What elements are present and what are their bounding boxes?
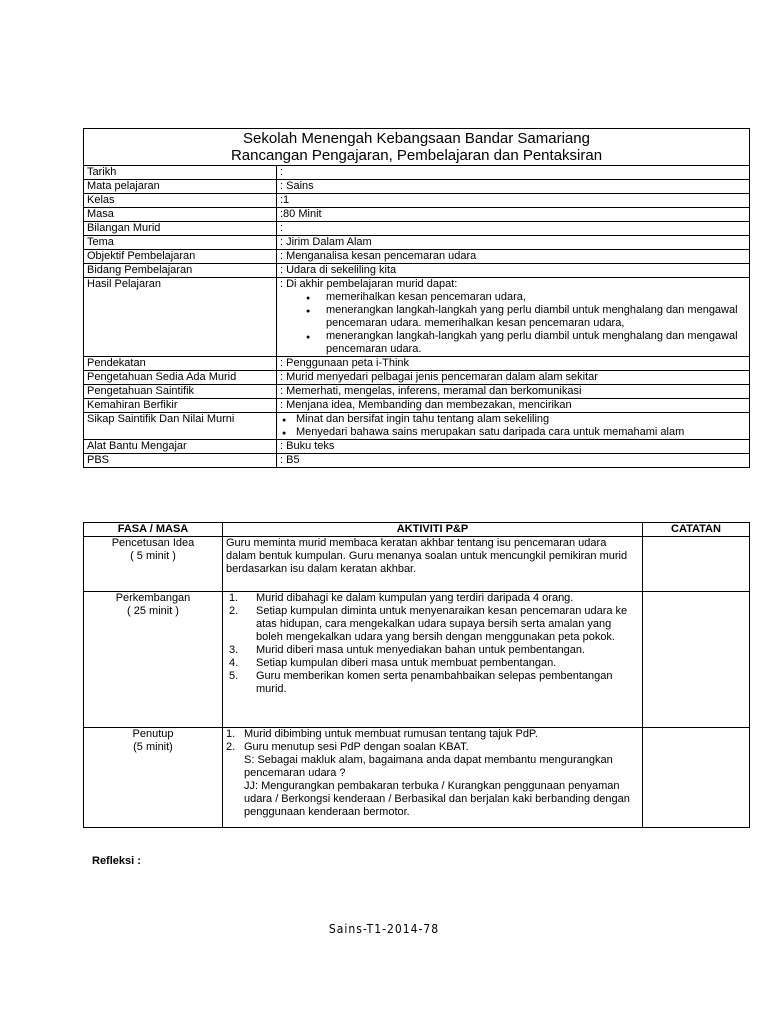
- school-name: Sekolah Menengah Kebangsaan Bandar Samariang: [243, 130, 590, 147]
- info-label: Bilangan Murid: [84, 222, 277, 236]
- item-number: 2.: [229, 605, 239, 617]
- item-text: Guru memberikan komen serta penambahbaikan selepas pembentangan murid.: [256, 670, 613, 695]
- item-number: 2.: [226, 741, 236, 753]
- info-label: Sikap Saintifik Dan Nilai Murni: [84, 413, 277, 440]
- fasa-masa: (5 minit): [133, 741, 173, 753]
- item-number: 5.: [229, 670, 239, 682]
- fasa-masa: ( 5 minit ): [130, 550, 176, 562]
- info-label: Pengetahuan Saintifik: [84, 385, 277, 399]
- info-value: [277, 278, 750, 357]
- hasil-item: ● menerangkan langkah-langkah yang perlu diambil untuk menghalang dan mengawal pencemaran udara.: [280, 330, 746, 356]
- info-value: : Murid menyedari pelbagai jenis pencemaran dalam alam sekitar: [277, 371, 750, 385]
- info-label: Pengetahuan Sedia Ada Murid: [84, 371, 277, 385]
- kbat-answer: JJ: Mengurangkan pembakaran terbuka / Kurangkan penggunaan penyaman udara / Berkongsi kenderaan / Berbasikal dan berjalan kaki berbanding dengan penggunaan kenderaan bermotor.: [244, 780, 630, 818]
- info-label: PBS: [84, 454, 277, 468]
- refleksi-label: Refleksi :: [92, 855, 141, 867]
- info-row-pbs: [84, 454, 750, 468]
- catatan-header: CATATAN: [643, 523, 750, 537]
- catatan-cell: [643, 592, 750, 728]
- info-label: Masa: [84, 208, 277, 222]
- item-number: 3.: [229, 644, 239, 656]
- info-row-bilangan-murid: [84, 222, 750, 236]
- info-row-hasil: [84, 278, 750, 357]
- info-value: : Udara di sekeliling kita: [277, 264, 750, 278]
- info-row-tema: [84, 236, 750, 250]
- info-value: : Sains: [277, 180, 750, 194]
- header-cell: [84, 129, 750, 166]
- hasil-list: [280, 291, 746, 356]
- item-text: Guru menutup sesi PdP dengan soalan KBAT.: [244, 741, 469, 753]
- item-text: Setiap kumpulan diminta untuk menyenaraikan kesan pencemaran udara ke atas hidupan, cara mengekalkan udara supaya bersih serta amalan yang boleh mengekalkan udara yang bersih dengan menggunakan peta pokok.: [256, 605, 628, 643]
- fasa-cell: [84, 592, 223, 728]
- hasil-item: ● memerihalkan kesan pencemaran udara,: [280, 291, 746, 304]
- info-value: [277, 413, 750, 440]
- info-row-pendekatan: [84, 357, 750, 371]
- info-label: Tema: [84, 236, 277, 250]
- activity-row-pencetusan: [84, 537, 750, 592]
- info-label: Alat Bantu Mengajar: [84, 440, 277, 454]
- item-text: Murid dibimbing untuk membuat rumusan tentang tajuk PdP.: [244, 728, 538, 740]
- sikap-item: ● Menyedari bahawa sains merupakan satu daripada cara untuk memahami alam: [280, 426, 746, 439]
- info-label: Objektif Pembelajaran: [84, 250, 277, 264]
- activity-table: [83, 522, 750, 828]
- item-text: Murid dibahagi ke dalam kumpulan yang terdiri daripada 4 orang.: [256, 592, 574, 604]
- info-value: : Penggunaan peta i-Think: [277, 357, 750, 371]
- item-number: 1.: [229, 592, 239, 604]
- fasa-masa: ( 25 minit ): [127, 605, 179, 617]
- item-number: 1.: [226, 728, 236, 740]
- sikap-item: ● Minat dan bersifat ingin tahu tentang alam sekeliling: [280, 413, 746, 426]
- header-row: [84, 129, 750, 166]
- list-item: [226, 592, 639, 605]
- list-item: [226, 741, 639, 754]
- info-value: :1: [277, 194, 750, 208]
- info-label: Mata pelajaran: [84, 180, 277, 194]
- info-row-sedia-ada: [84, 371, 750, 385]
- page-footer-code: Sains-T1-2014-78: [328, 922, 440, 936]
- fasa-name: Perkembangan: [115, 592, 191, 604]
- info-value: :: [277, 166, 750, 180]
- info-row-bidang: [84, 264, 750, 278]
- info-label: Hasil Pelajaran: [84, 278, 277, 357]
- kbat-question: S: Sebagai makluk alam, bagaimana anda dapat membantu mengurangkan pencemaran udara ?: [244, 754, 613, 779]
- plan-title: Rancangan Pengajaran, Pembelajaran dan Pentaksiran: [230, 147, 603, 164]
- fasa-name: Pencetusan Idea: [111, 537, 195, 549]
- info-row-mata-pelajaran: [84, 180, 750, 194]
- info-row-objektif: [84, 250, 750, 264]
- info-label: Pendekatan: [84, 357, 277, 371]
- info-value: : Menjana idea, Membanding dan membezakan, mencirikan: [277, 399, 750, 413]
- info-row-saintifik: [84, 385, 750, 399]
- fasa-cell: [84, 537, 223, 592]
- list-item: [226, 605, 639, 644]
- fasa-cell: [84, 728, 223, 828]
- item-text: Setiap kumpulan diberi masa untuk membuat pembentangan.: [256, 657, 557, 669]
- info-value: :: [277, 222, 750, 236]
- info-label: Kelas: [84, 194, 277, 208]
- info-label: Tarikh: [84, 166, 277, 180]
- aktiviti-cell: [223, 592, 643, 728]
- activity-row-penutup: [84, 728, 750, 828]
- info-row-alat: [84, 440, 750, 454]
- info-label: Bidang Pembelajaran: [84, 264, 277, 278]
- info-row-berfikir: [84, 399, 750, 413]
- item-number: 4.: [229, 657, 239, 669]
- info-value: :80 Minit: [277, 208, 750, 222]
- sikap-list: [280, 413, 746, 439]
- hasil-item: ● menerangkan langkah-langkah yang perlu diambil untuk menghalang dan mengawal pencemaran udara. memerihalkan kesan pencemaran udara,: [280, 304, 746, 330]
- list-item: [226, 670, 639, 696]
- perkembangan-list: [226, 592, 639, 696]
- info-value: : Buku teks: [277, 440, 750, 454]
- catatan-cell: [643, 537, 750, 592]
- info-row-kelas: [84, 194, 750, 208]
- penutup-list: [226, 728, 639, 754]
- list-item: [226, 644, 639, 657]
- item-text: Murid diberi masa untuk menyediakan bahan untuk pembentangan.: [256, 644, 585, 656]
- lesson-info-table: [83, 128, 750, 468]
- list-item: [226, 728, 639, 741]
- list-item: [226, 657, 639, 670]
- aktiviti-cell: Guru meminta murid membaca keratan akhbar tentang isu pencemaran udara dalam bentuk kumpulan. Guru menanya soalan untuk mencungkil pemikiran murid berdasarkan isu dalam keratan akhbar.: [223, 537, 643, 592]
- info-value: : B5: [277, 454, 750, 468]
- info-row-sikap: [84, 413, 750, 440]
- activity-header-row: [84, 523, 750, 537]
- activity-row-perkembangan: [84, 592, 750, 728]
- aktiviti-cell: [223, 728, 643, 828]
- info-value: : Jirim Dalam Alam: [277, 236, 750, 250]
- fasa-name: Penutup: [132, 728, 174, 740]
- info-label: Kemahiran Berfikir: [84, 399, 277, 413]
- info-row-tarikh: [84, 166, 750, 180]
- catatan-cell: [643, 728, 750, 828]
- aktiviti-header: AKTIVITI P&P: [223, 523, 643, 537]
- hasil-intro: : Di akhir pembelajaran murid dapat:: [280, 278, 458, 290]
- fasa-header: FASA / MASA: [84, 523, 223, 537]
- info-value: : Menganalisa kesan pencemaran udara: [277, 250, 750, 264]
- info-value: : Memerhati, mengelas, inferens, meramal dan berkomunikasi: [277, 385, 750, 399]
- info-row-masa: [84, 208, 750, 222]
